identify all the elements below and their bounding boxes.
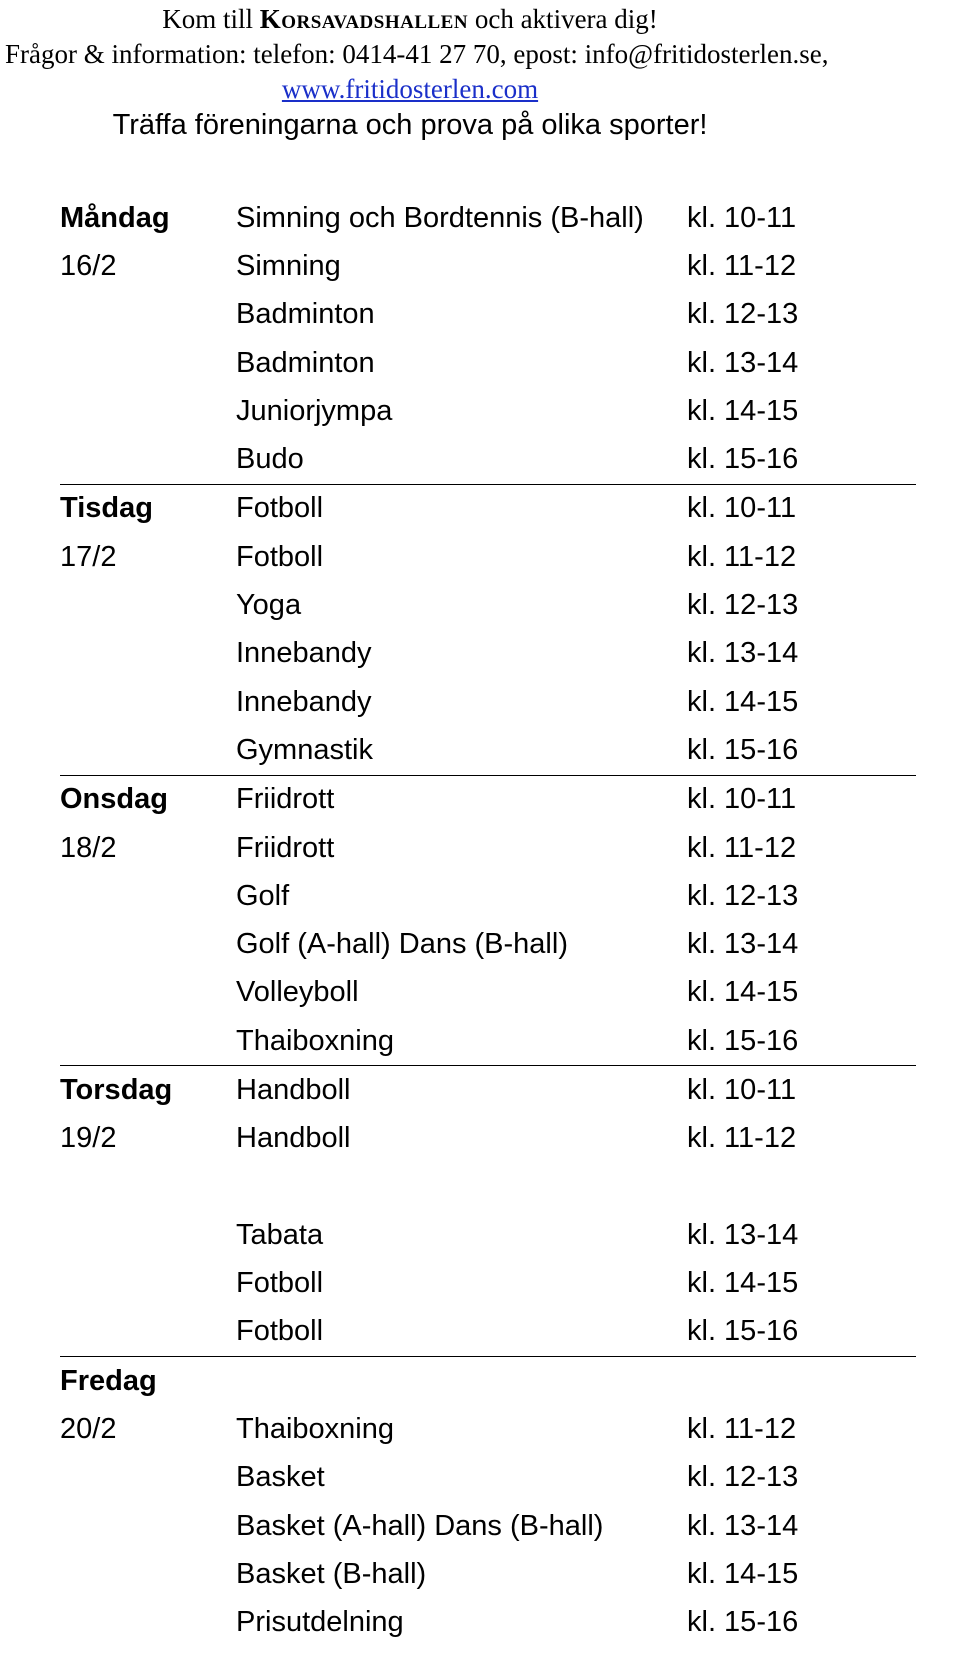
- day-date: 17/2: [60, 540, 117, 573]
- time-slot: kl. 15-16: [687, 733, 799, 766]
- time-slot: kl. 11-12: [687, 1122, 797, 1155]
- activity-name: Gymnastik: [236, 733, 373, 766]
- time-slot: kl. 15-16: [687, 1315, 799, 1348]
- schedule-row: [60, 1260, 916, 1308]
- activity-name: Fotboll: [236, 540, 324, 573]
- schedule-table: [60, 194, 916, 1647]
- tagline: Träffa föreningarna och prova på olika sporter!: [112, 109, 708, 141]
- activity-name: Golf: [236, 879, 290, 912]
- schedule-row: [60, 1308, 916, 1356]
- schedule-row: [60, 1454, 916, 1502]
- venue-name: Korsavadshallen: [259, 4, 469, 34]
- activity-name: Basket (A-hall) Dans (B-hall): [236, 1509, 604, 1542]
- day-name: Tisdag: [60, 492, 153, 525]
- day-date: 18/2: [60, 831, 117, 864]
- schedule-row: [60, 1502, 916, 1550]
- time-slot: kl. 10-11: [687, 492, 797, 525]
- intro-line: [5, 2, 815, 37]
- contact-line: Frågor & information: telefon: 0414-41 27 70, epost: info@fritidosterlen.se,: [5, 39, 829, 69]
- website-link[interactable]: www.fritidosterlen.com: [281, 74, 539, 104]
- schedule-row: [60, 824, 916, 872]
- time-slot: kl. 13-14: [687, 1218, 799, 1251]
- schedule-row: [60, 726, 916, 774]
- time-slot: kl. 14-15: [687, 394, 799, 427]
- schedule-row: [60, 387, 916, 435]
- time-slot: kl. 11-12: [687, 831, 797, 864]
- activity-name: Badminton: [236, 298, 375, 331]
- day-block: [60, 485, 916, 776]
- time-slot: kl. 13-14: [687, 928, 799, 961]
- schedule-row: [60, 485, 916, 533]
- activity-name: Innebandy: [236, 637, 372, 670]
- activity-name: Yoga: [236, 589, 302, 622]
- page-header: [0, 0, 960, 143]
- time-slot: kl. 14-15: [687, 685, 799, 718]
- schedule-row: [60, 678, 916, 726]
- time-slot: kl. 13-14: [687, 1509, 799, 1542]
- time-slot: kl. 10-11: [687, 1073, 797, 1106]
- time-slot: kl. 15-16: [687, 1606, 799, 1639]
- time-slot: kl. 12-13: [687, 1461, 799, 1494]
- schedule-row: [60, 776, 916, 824]
- activity-name: Thaiboxning: [236, 1024, 394, 1057]
- schedule-row: [60, 291, 916, 339]
- schedule-row: [60, 630, 916, 678]
- time-slot: kl. 14-15: [687, 1557, 799, 1590]
- schedule-row: [60, 1017, 916, 1065]
- activity-name: Basket (B-hall): [236, 1557, 427, 1590]
- activity-name: Prisutdelning: [236, 1606, 404, 1639]
- activity-name: Thaiboxning: [236, 1413, 394, 1446]
- activity-name: Volleyboll: [236, 976, 359, 1009]
- time-slot: kl. 14-15: [687, 1267, 799, 1300]
- activity-name: Handboll: [236, 1122, 351, 1155]
- day-block: [60, 1066, 916, 1357]
- schedule-row: [60, 339, 916, 387]
- time-slot: kl. 12-13: [687, 589, 799, 622]
- schedule-row: [60, 920, 916, 968]
- time-slot: kl. 12-13: [687, 879, 799, 912]
- activity-name: Juniorjympa: [236, 394, 393, 427]
- activity-name: Handboll: [236, 1073, 351, 1106]
- activity-name: Simning och Bordtennis (B-hall): [236, 201, 644, 234]
- day-name: Måndag: [60, 201, 170, 234]
- day-name: Fredag: [60, 1364, 157, 1397]
- schedule-row: [60, 1163, 916, 1211]
- time-slot: kl. 10-11: [687, 783, 797, 816]
- day-date: 20/2: [60, 1413, 117, 1446]
- time-slot: kl. 13-14: [687, 637, 799, 670]
- schedule-row: [60, 872, 916, 920]
- time-slot: kl. 15-16: [687, 443, 799, 476]
- activity-name: Fotboll: [236, 1267, 324, 1300]
- intro-prefix: Kom till: [162, 4, 260, 34]
- activity-name: Budo: [236, 443, 304, 476]
- intro-suffix: och aktivera dig!: [468, 4, 658, 34]
- time-slot: kl. 13-14: [687, 346, 799, 379]
- day-block: [60, 194, 916, 485]
- day-name: Torsdag: [60, 1073, 173, 1106]
- activity-name: Fotboll: [236, 492, 324, 525]
- time-slot: kl. 12-13: [687, 298, 799, 331]
- schedule-row: [60, 1550, 916, 1598]
- day-date: 16/2: [60, 249, 117, 282]
- day-block: [60, 776, 916, 1067]
- schedule-row: [60, 435, 916, 483]
- activity-name: Basket: [236, 1461, 325, 1494]
- activity-name: Friidrott: [236, 783, 335, 816]
- schedule-row: [60, 1405, 916, 1453]
- schedule-row: [60, 1066, 916, 1114]
- activity-name: Badminton: [236, 346, 375, 379]
- time-slot: kl. 15-16: [687, 1024, 799, 1057]
- activity-name: Simning: [236, 249, 341, 282]
- schedule-row: [60, 581, 916, 629]
- website-line: [5, 72, 815, 107]
- day-date: 19/2: [60, 1122, 117, 1155]
- schedule-row: [60, 1211, 916, 1259]
- time-slot: kl. 10-11: [687, 201, 797, 234]
- activity-name: Fotboll: [236, 1315, 324, 1348]
- schedule-row: [60, 1599, 916, 1647]
- activity-name: Innebandy: [236, 685, 372, 718]
- schedule-row: [60, 533, 916, 581]
- activity-name: Tabata: [236, 1218, 324, 1251]
- schedule-row: [60, 1115, 916, 1163]
- schedule-row: [60, 242, 916, 290]
- time-slot: kl. 11-12: [687, 540, 797, 573]
- schedule-row: [60, 194, 916, 242]
- activity-name: Golf (A-hall) Dans (B-hall): [236, 928, 568, 961]
- time-slot: kl. 11-12: [687, 249, 797, 282]
- day-block: [60, 1357, 916, 1647]
- schedule-row: [60, 1357, 916, 1405]
- time-slot: kl. 14-15: [687, 976, 799, 1009]
- activity-name: Friidrott: [236, 831, 335, 864]
- time-slot: kl. 11-12: [687, 1413, 797, 1446]
- schedule-row: [60, 969, 916, 1017]
- day-name: Onsdag: [60, 783, 168, 816]
